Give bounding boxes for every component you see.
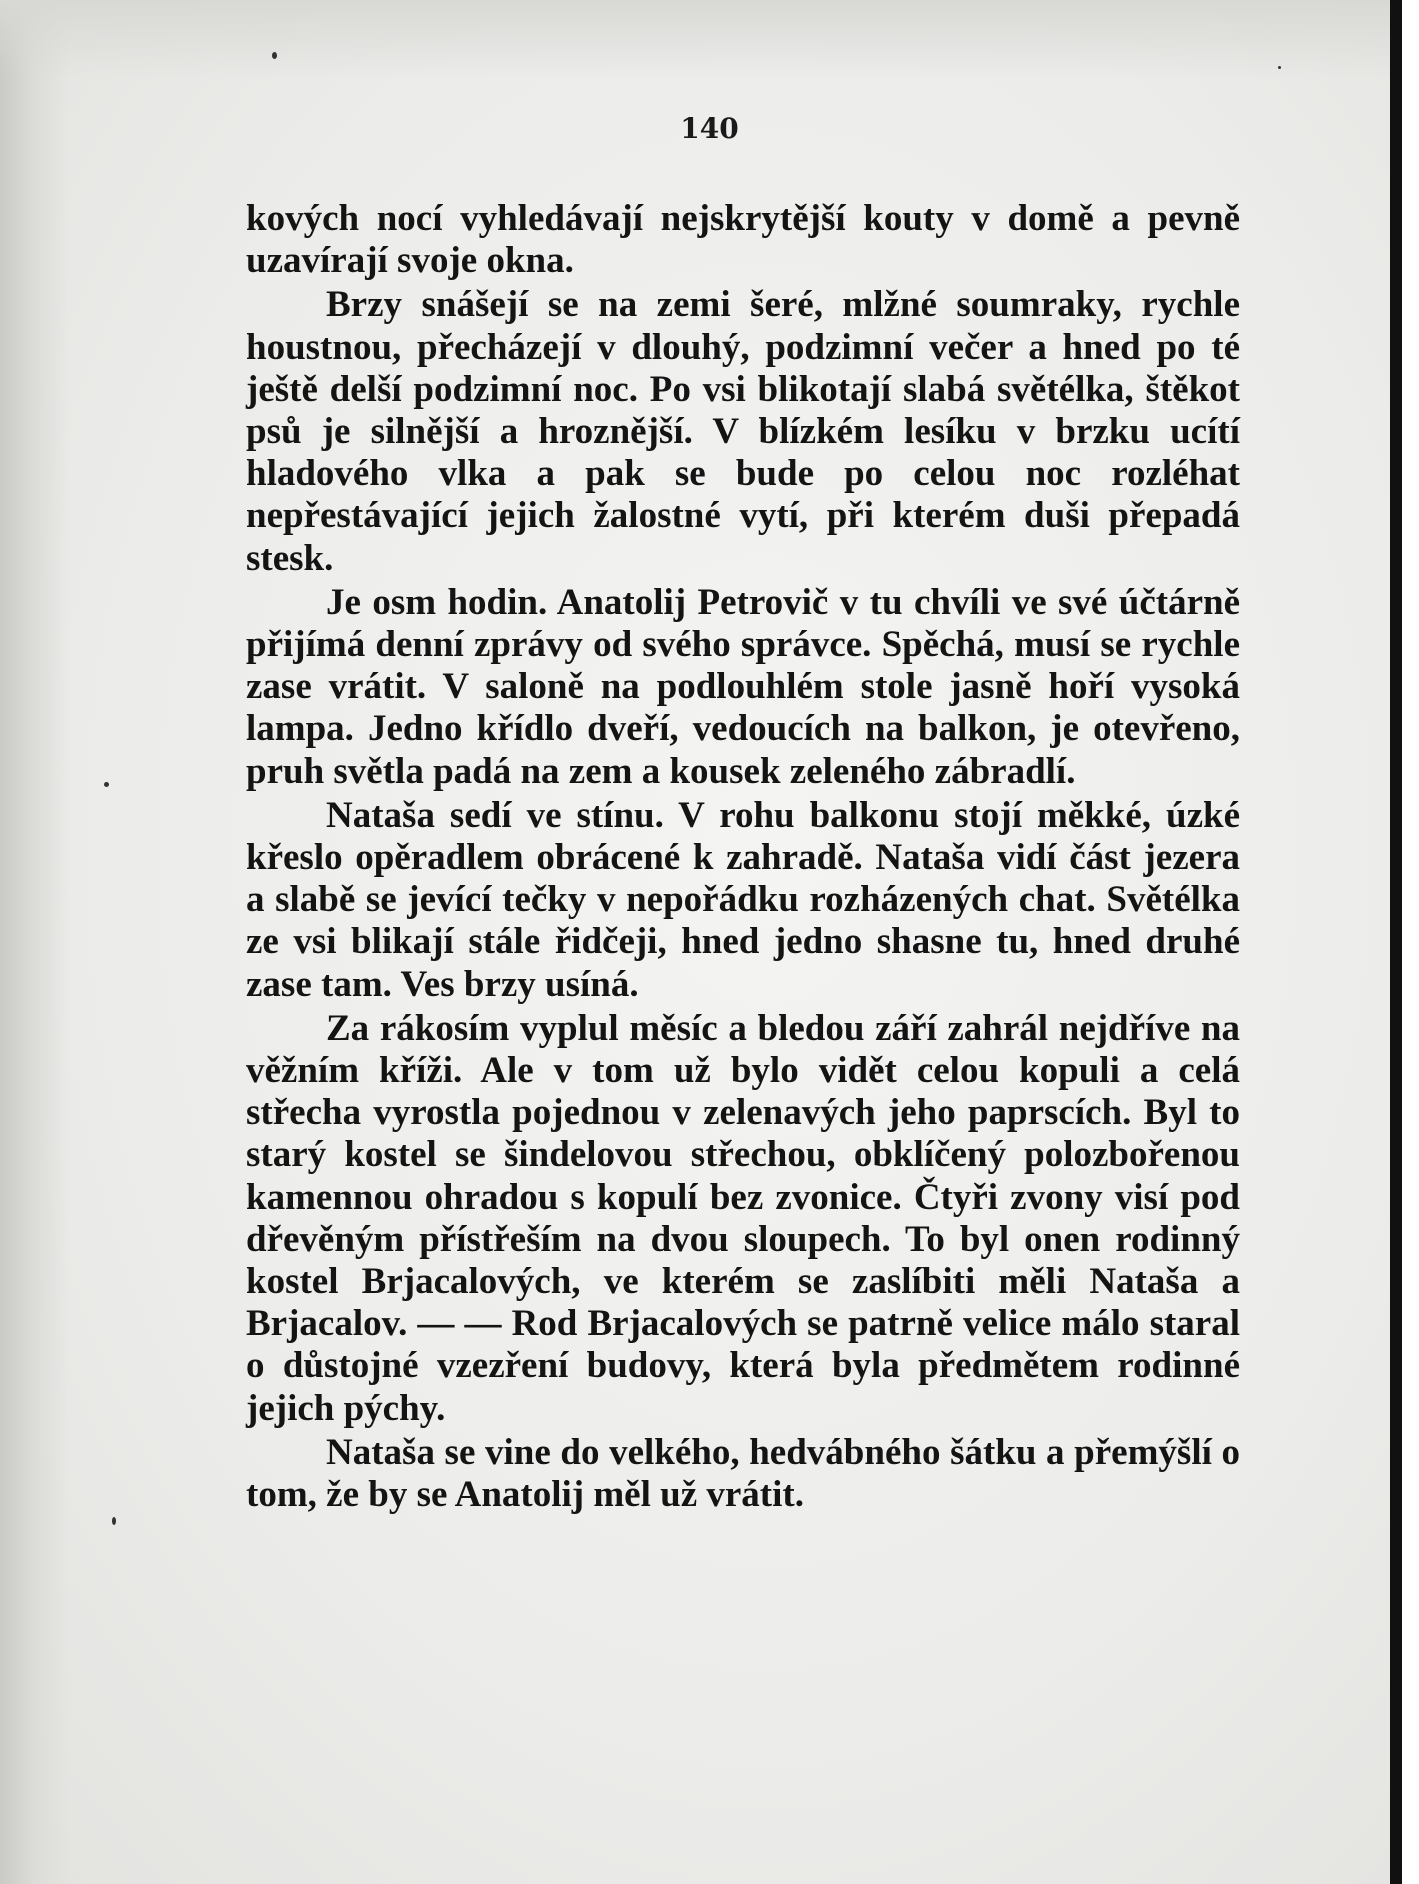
top-shadow — [0, 0, 1390, 80]
scan-speck — [1278, 66, 1281, 69]
scan-speck — [112, 1517, 116, 1525]
paragraph: Je osm hodin. Anatolij Petrovič v tu chvíli ve své účtárně přijímá denní zprávy od svého správce. Spěchá, musí se rychle zase vrátit. V saloně na podlouhlém stole jasně hoří vysoká lampa. Jedno křídlo dveří, vedoucích na balkon, je otevřeno, pruh světla padá na zem a kousek zeleného zábradlí. — [246, 581, 1240, 792]
page-edge-border — [1390, 0, 1402, 1884]
page-number: 140 — [680, 112, 739, 145]
paragraph: Nataša sedí ve stínu. V rohu balkonu stojí měkké, úzké křeslo opěradlem obrácené k zahradě. Nataša vidí část jezera a slabě se jevící tečky v nepořádku rozházených chat. Světélka ze vsi blikají stále řidčeji, hned jedno shasne tu, hned druhé zase tam. Ves brzy usíná. — [246, 794, 1240, 1005]
paragraph: Za rákosím vyplul měsíc a bledou září zahrál nejdříve na věžním kříži. Ale v tom už bylo vidět celou kopuli a celá střecha vyrostla pojednou v zelenavých jeho paprscích. Byl to starý kostel se šindelovou střechou, obklíčený polozbořenou kamennou ohradou s kopulí bez zvonice. Čtyři zvony visí pod dřevěným přístřeším na dvou sloupech. To byl onen rodinný kostel Brjacalových, ve kterém se zaslíbiti měli Nataša a Brjacalov. — — Rod Brjacalových se patrně velice málo staral o důstojné vzezření budovy, která byla předmětem rodinné jejich pýchy. — [246, 1007, 1240, 1429]
paragraph: Nataša se vine do velkého, hedvábného šátku a přemýšlí o tom, že by se Anatolij měl už vrátit. — [246, 1431, 1240, 1516]
scan-speck — [104, 782, 109, 787]
body-text — [246, 198, 1240, 1516]
paragraph: kových nocí vyhledávají nejskrytější kouty v domě a pevně uzavírají svoje okna. — [246, 198, 1240, 282]
gutter-shadow — [0, 0, 70, 1884]
paragraph: Brzy snášejí se na zemi šeré, mlžné soumraky, rychle houstnou, přecházejí v dlouhý, podzimní večer a hned po té ještě delší podzimní noc. Po vsi blikotají slabá světélka, štěkot psů je silnější a hroznější. V blízkém lesíku v brzku ucítí hladového vlka a pak se bude po celou noc rozléhat nepřestávající jejich žalostné vytí, při kterém duši přepadá stesk. — [246, 284, 1240, 579]
scan-speck — [272, 52, 277, 59]
right-margin — [1402, 0, 1419, 1884]
